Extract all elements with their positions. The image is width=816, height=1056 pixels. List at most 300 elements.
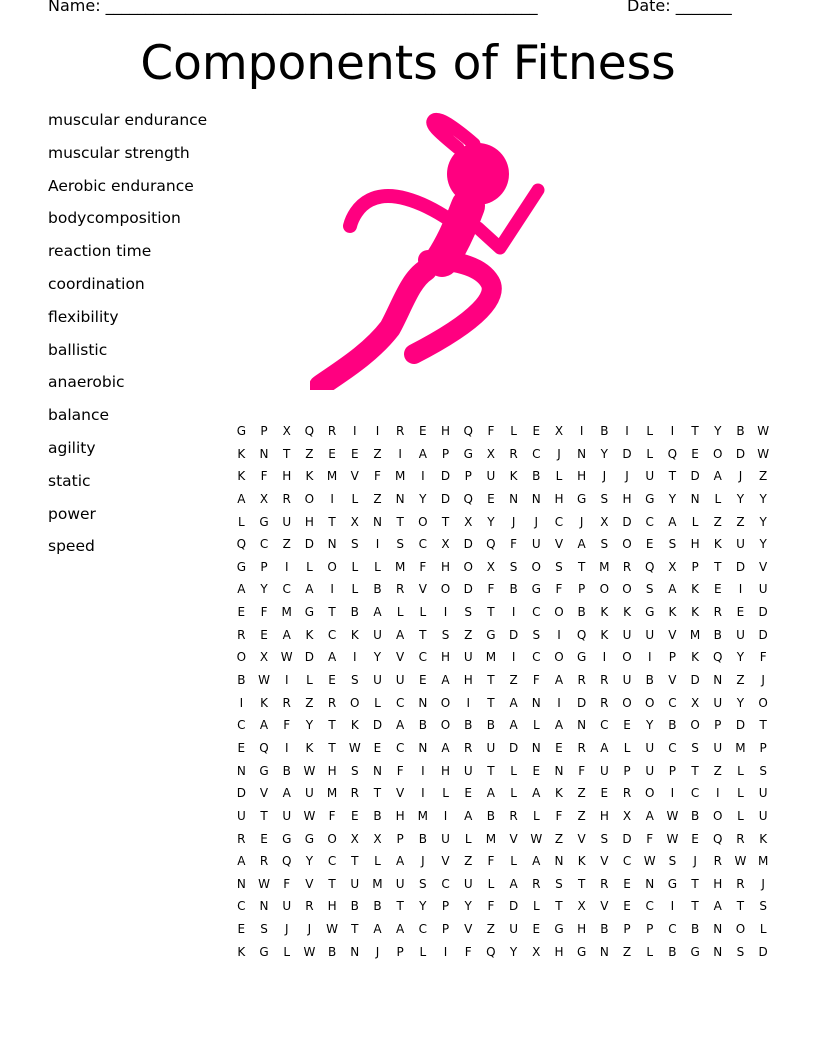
grid-letter: I [398, 446, 402, 461]
grid-letter: P [668, 763, 677, 778]
grid-letter: A [509, 695, 518, 710]
grid-letter: T [736, 899, 745, 914]
grid-letter: W [258, 673, 270, 688]
grid-letter: D [735, 446, 746, 461]
word-list-item: balance [48, 406, 110, 425]
grid-letter: C [259, 537, 269, 552]
grid-letter: R [509, 808, 518, 823]
grid-letter: A [282, 627, 291, 642]
grid-letter: D [463, 537, 473, 552]
grid-letter: N [690, 491, 700, 506]
grid-letter: B [418, 831, 427, 846]
grid-letter: W [326, 922, 339, 937]
grid-letter: K [691, 605, 700, 620]
grid-letter: N [372, 763, 382, 778]
grid-letter: T [419, 627, 427, 642]
grid-letter: J [625, 469, 629, 484]
grid-letter: Z [282, 537, 291, 552]
grid-letter: I [466, 695, 470, 710]
grid-letter: Q [576, 627, 587, 642]
grid-letter: Y [668, 491, 677, 506]
grid-letter: S [668, 854, 677, 869]
grid-letter: D [690, 673, 700, 688]
grid-letter: A [396, 922, 405, 937]
grid-letter: R [237, 831, 246, 846]
grid-letter: T [714, 559, 722, 574]
grid-letter: W [280, 650, 293, 665]
grid-letter: N [713, 944, 723, 959]
grid-letter: Q [236, 537, 247, 552]
word-list-item: coordination [48, 274, 145, 293]
grid-letter: Q [463, 491, 473, 506]
grid-letter: E [237, 740, 246, 755]
grid-letter: W [666, 831, 679, 846]
grid-letter: Y [509, 944, 518, 959]
header-line [48, 0, 768, 18]
grid-letter: Y [736, 491, 745, 506]
grid-letter: O [713, 808, 723, 823]
grid-letter: R [259, 854, 269, 869]
grid-letter: B [282, 763, 291, 778]
grid-letter: T [396, 514, 404, 529]
grid-letter: O [554, 605, 564, 620]
grid-letter: U [350, 876, 360, 891]
grid-letter: L [532, 899, 540, 914]
grid-letter: P [441, 446, 450, 461]
grid-letter: I [284, 559, 289, 574]
grid-letter: O [327, 831, 337, 846]
grid-letter: L [691, 514, 699, 529]
grid-letter: U [236, 808, 246, 823]
grid-letter: N [577, 446, 587, 461]
grid-letter: X [554, 424, 564, 438]
grid-letter: I [353, 424, 357, 438]
grid-letter: T [396, 899, 404, 914]
grid-letter: U [622, 627, 632, 642]
grid-letter: Z [305, 446, 314, 461]
grid-letter: I [602, 650, 607, 665]
grid-letter: O [531, 559, 541, 574]
grid-letter: T [328, 876, 336, 891]
grid-letter: O [327, 559, 337, 574]
grid-letter: V [668, 673, 677, 688]
grid-letter: C [532, 605, 541, 620]
grid-letter: L [714, 491, 722, 506]
grid-letter: R [736, 831, 745, 846]
grid-letter: A [554, 673, 564, 688]
grid-letter: L [396, 605, 404, 620]
grid-letter: J [307, 922, 312, 937]
grid-letter: E [487, 491, 495, 506]
grid-letter: E [328, 673, 336, 688]
grid-letter: O [304, 491, 315, 506]
grid-letter: I [557, 627, 561, 642]
word-list-item: reaction time [48, 242, 152, 261]
grid-letter: R [237, 627, 246, 642]
grid-letter: K [305, 740, 314, 755]
grid-letter: E [237, 605, 246, 620]
word-list-item: agility [48, 438, 96, 457]
grid-letter: D [463, 582, 473, 597]
grid-letter: Z [713, 763, 722, 778]
grid-letter: Y [736, 695, 745, 710]
grid-letter: N [418, 695, 428, 710]
grid-letter: R [713, 854, 722, 869]
grid-letter: B [668, 944, 677, 959]
grid-letter: E [713, 582, 722, 597]
grid-letter: X [350, 831, 359, 846]
word-list-item: anaerobic [48, 373, 125, 392]
grid-letter: O [418, 514, 428, 529]
grid-letter: J [284, 922, 289, 937]
grid-letter: T [328, 514, 336, 529]
grid-letter: F [487, 854, 495, 869]
grid-letter: O [599, 582, 610, 597]
grid-letter: K [691, 650, 700, 665]
grid-letter: E [350, 808, 359, 823]
grid-letter: K [623, 605, 631, 620]
grid-letter: F [646, 831, 654, 846]
grid-letter: H [577, 469, 587, 484]
grid-letter: B [532, 469, 541, 484]
grid-letter: H [622, 491, 632, 506]
grid-letter: O [622, 537, 632, 552]
grid-letter: N [350, 944, 360, 959]
grid-letter: V [759, 559, 768, 574]
grid-letter: W [757, 424, 770, 438]
grid-letter: Y [736, 650, 745, 665]
grid-letter: T [328, 605, 336, 620]
grid-letter: Z [486, 922, 496, 937]
grid-letter: N [645, 876, 655, 891]
grid-letter: W [734, 854, 747, 869]
grid-letter: N [236, 763, 246, 778]
grid-letter: J [557, 446, 561, 461]
grid-letter: O [622, 650, 632, 665]
grid-letter: U [373, 673, 382, 688]
grid-letter: V [509, 831, 518, 846]
grid-letter: A [532, 854, 541, 869]
grid-letter: A [237, 491, 246, 506]
grid-letter: X [259, 650, 269, 665]
grid-letter: V [305, 876, 314, 891]
grid-letter: Y [600, 446, 609, 461]
grid-letter: F [510, 537, 518, 552]
grid-letter: T [487, 673, 495, 688]
grid-letter: C [395, 740, 405, 755]
grid-letter: T [487, 763, 495, 778]
grid-letter: U [395, 876, 405, 891]
grid-letter: O [440, 582, 451, 597]
grid-letter: I [421, 786, 425, 801]
grid-letter: K [691, 582, 700, 597]
grid-letter: Q [463, 424, 473, 438]
grid-letter: I [375, 537, 380, 552]
grid-letter: C [532, 446, 541, 461]
grid-letter: M [326, 469, 338, 484]
grid-letter: Z [736, 673, 745, 688]
grid-letter: S [441, 627, 450, 642]
grid-letter: I [716, 786, 720, 801]
grid-letter: D [622, 446, 632, 461]
grid-letter: A [486, 786, 496, 801]
grid-letter: I [670, 424, 675, 438]
grid-letter: R [736, 876, 745, 891]
grid-letter: W [643, 854, 656, 869]
grid-letter: A [577, 537, 586, 552]
grid-letter: R [327, 695, 337, 710]
grid-letter: I [670, 786, 675, 801]
grid-letter: B [327, 944, 337, 959]
grid-letter: X [373, 831, 382, 846]
grid-letter: V [668, 627, 677, 642]
grid-letter: N [236, 876, 246, 891]
grid-letter: V [464, 922, 473, 937]
grid-letter: L [442, 786, 449, 801]
grid-letter: S [419, 876, 427, 891]
grid-letter: Q [713, 831, 723, 846]
grid-letter: A [532, 786, 541, 801]
grid-letter: E [260, 627, 268, 642]
grid-letter: N [259, 899, 269, 914]
grid-letter: C [327, 627, 337, 642]
grid-letter: U [645, 627, 655, 642]
grid-letter: D [440, 469, 451, 484]
grid-letter: W [757, 446, 770, 461]
grid-letter: T [487, 605, 495, 620]
grid-letter: Y [373, 650, 382, 665]
grid-letter: X [486, 446, 496, 461]
grid-letter: B [600, 922, 609, 937]
grid-letter: G [554, 922, 564, 937]
grid-letter: I [284, 740, 289, 755]
word-list-item: static [48, 471, 91, 490]
grid-letter: D [304, 537, 315, 552]
grid-letter: M [372, 876, 383, 891]
grid-letter: T [441, 514, 450, 529]
grid-letter: T [260, 808, 268, 823]
grid-letter: L [351, 559, 359, 574]
grid-letter: Z [464, 627, 473, 642]
grid-letter: H [304, 514, 314, 529]
grid-letter: B [713, 627, 722, 642]
grid-letter: A [373, 922, 382, 937]
grid-letter: E [645, 537, 654, 552]
grid-letter: I [330, 582, 334, 597]
grid-letter: T [351, 922, 359, 937]
grid-letter: U [758, 808, 768, 823]
grid-letter: D [758, 944, 768, 959]
grid-letter: A [509, 876, 518, 891]
grid-letter: C [418, 650, 428, 665]
grid-letter: L [510, 854, 517, 869]
grid-letter: L [646, 446, 654, 461]
grid-letter: P [441, 899, 450, 914]
grid-letter: I [738, 582, 743, 597]
running-person-icon [310, 110, 550, 390]
grid-letter: K [305, 627, 314, 642]
grid-letter: Z [464, 854, 473, 869]
grid-letter: E [623, 899, 631, 914]
grid-letter: U [645, 763, 655, 778]
grid-letter: M [599, 559, 610, 574]
grid-letter: T [691, 424, 699, 438]
grid-letter: V [418, 582, 427, 597]
grid-letter: O [622, 582, 632, 597]
grid-letter: D [735, 559, 746, 574]
grid-letter: J [602, 469, 607, 484]
grid-letter: L [623, 740, 631, 755]
grid-letter: U [486, 469, 496, 484]
grid-letter: H [327, 763, 337, 778]
grid-letter: U [395, 673, 405, 688]
grid-letter: U [713, 695, 723, 710]
grid-letter: N [259, 446, 269, 461]
grid-letter: Y [419, 491, 427, 506]
grid-letter: N [554, 763, 564, 778]
grid-letter: D [758, 605, 768, 620]
grid-letter: V [396, 650, 405, 665]
grid-letter: O [236, 650, 247, 665]
grid-letter: Z [759, 469, 768, 484]
grid-letter: C [668, 922, 677, 937]
grid-letter: S [555, 559, 563, 574]
grid-letter: F [555, 582, 563, 597]
grid-letter: P [759, 740, 767, 755]
grid-letter: A [396, 718, 405, 733]
grid-letter: Y [759, 537, 767, 552]
grid-letter: P [260, 424, 268, 438]
grid-letter: W [530, 831, 543, 846]
grid-letter: T [328, 740, 336, 755]
grid-letter: R [509, 446, 518, 461]
grid-letter: A [237, 854, 246, 869]
grid-letter: C [237, 899, 246, 914]
grid-letter: V [577, 831, 586, 846]
grid-letter: B [418, 718, 427, 733]
grid-letter: N [509, 491, 519, 506]
grid-letter: A [600, 740, 609, 755]
grid-letter: V [600, 899, 609, 914]
grid-letter: Y [305, 718, 314, 733]
grid-letter: L [646, 424, 654, 438]
grid-letter: E [350, 446, 359, 461]
grid-letter: U [599, 763, 609, 778]
grid-letter: F [487, 582, 495, 597]
grid-letter: Z [305, 695, 314, 710]
grid-letter: G [463, 446, 473, 461]
grid-letter: I [443, 808, 448, 823]
grid-letter: B [736, 424, 745, 438]
grid-letter: V [600, 854, 609, 869]
grid-letter: G [259, 944, 269, 959]
grid-letter: O [440, 718, 451, 733]
grid-letter: I [443, 605, 448, 620]
grid-letter: C [532, 650, 541, 665]
grid-letter: C [600, 718, 609, 733]
grid-letter: N [372, 514, 382, 529]
grid-letter: S [555, 876, 563, 891]
grid-letter: S [600, 491, 609, 506]
grid-letter: X [600, 514, 609, 529]
grid-letter: A [554, 718, 564, 733]
grid-letter: O [554, 650, 564, 665]
grid-letter: O [350, 695, 360, 710]
grid-letter: G [236, 559, 246, 574]
grid-letter: L [419, 944, 427, 959]
grid-letter: C [645, 899, 654, 914]
grid-letter: U [531, 537, 541, 552]
grid-letter: G [304, 605, 315, 620]
grid-letter: M [689, 627, 701, 642]
grid-letter: F [487, 424, 495, 438]
grid-letter: P [578, 582, 586, 597]
grid-letter: U [282, 808, 292, 823]
page-title: Components of Fitness [140, 36, 676, 91]
grid-letter: Y [759, 491, 767, 506]
grid-letter: K [237, 944, 246, 959]
grid-letter: S [668, 537, 677, 552]
grid-letter: B [350, 605, 359, 620]
grid-letter: F [374, 469, 381, 484]
grid-letter: L [487, 876, 495, 891]
grid-letter: R [600, 695, 609, 710]
grid-letter: O [622, 695, 632, 710]
grid-letter: X [464, 514, 473, 529]
grid-letter: A [282, 786, 291, 801]
grid-letter: Q [667, 446, 678, 461]
grid-letter: S [600, 537, 609, 552]
grid-letter: S [350, 673, 359, 688]
grid-letter: L [510, 786, 517, 801]
grid-letter: X [282, 424, 291, 438]
grid-letter: D [304, 650, 315, 665]
grid-letter: H [327, 899, 337, 914]
grid-letter: Y [419, 899, 427, 914]
grid-letter: Z [736, 514, 745, 529]
grid-letter: I [421, 763, 425, 778]
grid-letter: X [532, 944, 541, 959]
grid-letter: L [238, 514, 245, 529]
grid-letter: F [328, 808, 336, 823]
grid-letter: V [259, 786, 269, 801]
grid-letter: N [713, 922, 723, 937]
grid-letter: L [306, 673, 313, 688]
grid-letter: S [532, 627, 541, 642]
grid-letter: B [509, 582, 518, 597]
grid-letter: K [713, 537, 722, 552]
grid-letter: O [713, 446, 723, 461]
grid-letter: E [532, 424, 541, 438]
grid-letter: V [441, 854, 450, 869]
grid-letter: X [668, 559, 677, 574]
grid-letter: U [758, 786, 768, 801]
grid-letter: L [646, 944, 654, 959]
grid-letter: X [690, 695, 700, 710]
grid-letter: U [645, 469, 655, 484]
grid-letter: R [532, 876, 541, 891]
grid-letter: C [418, 537, 428, 552]
grid-letter: D [508, 627, 519, 642]
grid-letter: N [577, 718, 587, 733]
grid-letter: G [645, 491, 655, 506]
grid-letter: P [714, 718, 722, 733]
grid-letter: T [691, 899, 699, 914]
grid-letter: E [623, 718, 631, 733]
grid-letter: L [351, 491, 359, 506]
grid-letter: X [486, 559, 496, 574]
grid-letter: B [373, 582, 382, 597]
